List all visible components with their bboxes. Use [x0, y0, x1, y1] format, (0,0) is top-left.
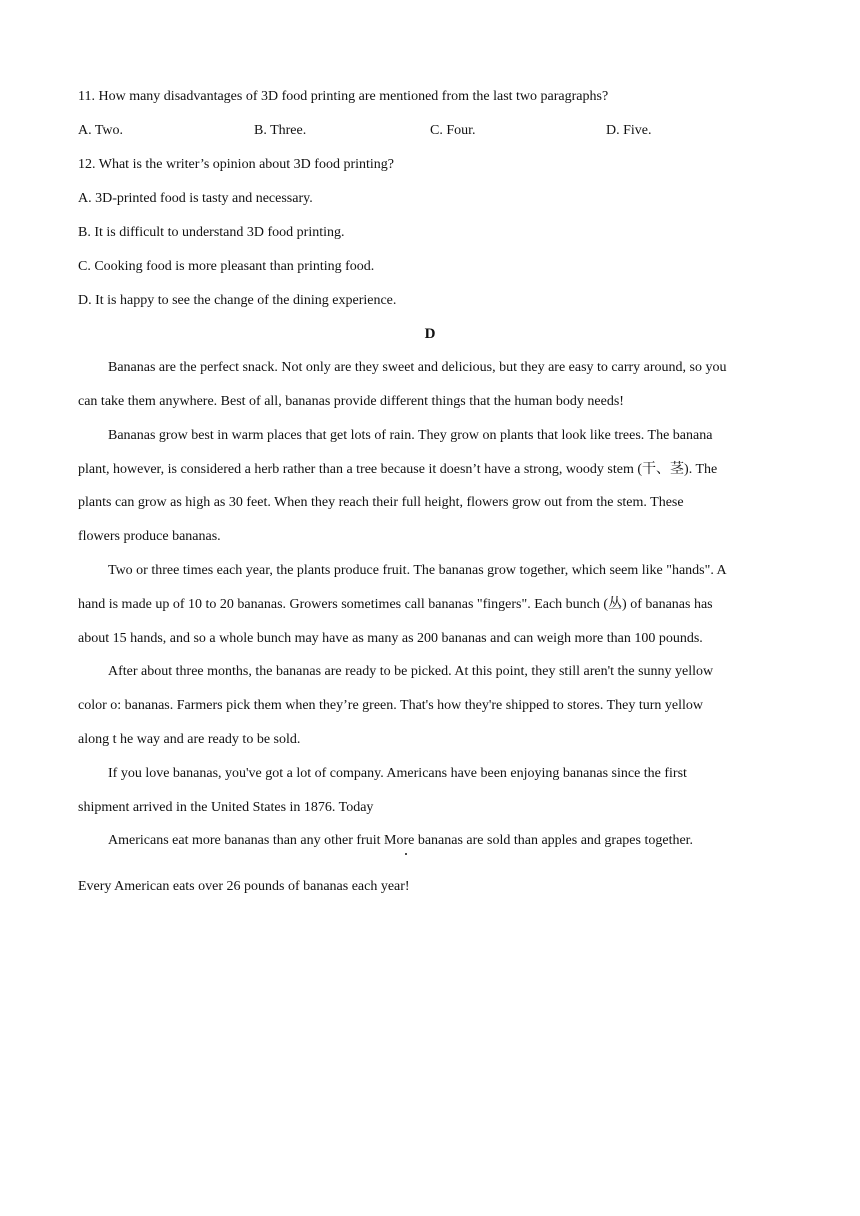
passage-line: Bananas grow best in warm places that get lots of rain. They grow on plants that look like trees. The banana: [108, 428, 713, 443]
question-12-option-a: A. 3D-printed food is tasty and necessary.: [78, 191, 313, 206]
passage-line: Americans eat more bananas than any other fruit More bananas are sold than apples and grapes together.: [108, 833, 694, 848]
question-11-option-d: D. Five.: [606, 123, 652, 138]
question-12-text: 12. What is the writer’s opinion about 3D food printing?: [78, 157, 394, 172]
passage-line: After about three months, the bananas are ready to be picked. At this point, they still aren't the sunny yellow: [108, 664, 714, 679]
question-12-option-d: D. It is happy to see the change of the dining experience.: [78, 293, 397, 308]
passage-line: along t he way and are ready to be sold.: [78, 732, 301, 747]
passage-line: color o: bananas. Farmers pick them when they’re green. That's how they're shipped to stores. They turn yellow: [78, 698, 704, 713]
question-11-option-c: C. Four.: [430, 123, 476, 138]
passage-line: flowers produce bananas.: [78, 529, 221, 544]
passage-line: plant, however, is considered a herb rather than a tree because it doesn’t have a strong, woody stem (干、茎). The: [78, 462, 718, 477]
passage-line: hand is made up of 10 to 20 bananas. Growers sometimes call bananas "fingers". Each bunch (丛) of bananas has: [78, 597, 713, 612]
stray-dot-mark: [405, 853, 407, 855]
passage-line: plants can grow as high as 30 feet. When they reach their full height, flowers grow out from the stem. These: [78, 495, 684, 510]
question-12-option-c: C. Cooking food is more pleasant than printing food.: [78, 259, 375, 274]
question-12-option-b: B. It is difficult to understand 3D food printing.: [78, 225, 345, 240]
question-11-option-a: A. Two.: [78, 123, 124, 138]
question-11-text: 11. How many disadvantages of 3D food printing are mentioned from the last two paragraphs?: [78, 89, 609, 104]
passage-line: can take them anywhere. Best of all, bananas provide different things that the human body needs!: [78, 394, 624, 409]
passage-line: Two or three times each year, the plants produce fruit. The bananas grow together, which seem like "hands". A: [108, 563, 727, 578]
passage-line: If you love bananas, you've got a lot of company. Americans have been enjoying bananas since the first: [108, 766, 687, 781]
passage-line: about 15 hands, and so a whole bunch may have as many as 200 bananas and can weigh more than 100 pounds.: [78, 631, 703, 646]
question-11-option-b: B. Three.: [254, 123, 307, 138]
section-heading: D: [424, 326, 436, 342]
passage-line: shipment arrived in the United States in 1876. Today: [78, 800, 374, 815]
passage-line: Bananas are the perfect snack. Not only are they sweet and delicious, but they are easy to carry around, so you: [108, 360, 727, 375]
passage-line: Every American eats over 26 pounds of bananas each year!: [78, 879, 410, 894]
